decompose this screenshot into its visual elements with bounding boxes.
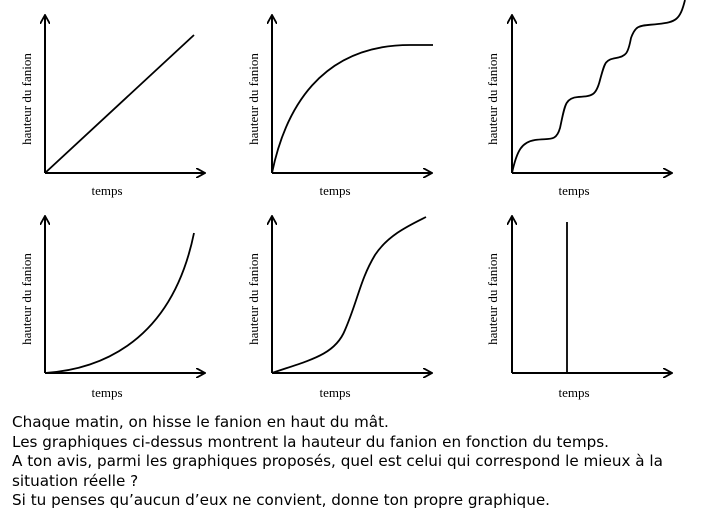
y-axis-label: hauteur du fanion bbox=[485, 53, 500, 145]
graph-saturating bbox=[246, 15, 433, 198]
graph-linear bbox=[19, 15, 205, 198]
curve-accelerating bbox=[45, 233, 194, 373]
line-1: Chaque matin, on hisse le fanion en haut du mât. bbox=[12, 413, 389, 431]
y-axis-label: hauteur du fanion bbox=[246, 253, 261, 345]
graph-accelerating bbox=[19, 216, 205, 400]
line-3: A ton avis, parmi les graphiques proposés, quel est celui qui correspond le mieux à la situation réelle ? bbox=[12, 452, 663, 490]
graph-vertical bbox=[485, 216, 672, 400]
y-axis-label: hauteur du fanion bbox=[19, 253, 34, 345]
curve-s bbox=[272, 217, 426, 373]
curve-saturating bbox=[272, 45, 433, 173]
line-2: Les graphiques ci-dessus montrent la hauteur du fanion en fonction du temps. bbox=[12, 432, 610, 451]
y-axis-label: hauteur du fanion bbox=[246, 53, 261, 145]
graph-s-curve bbox=[246, 216, 432, 400]
question-text bbox=[12, 413, 712, 511]
x-axis-label: temps bbox=[319, 385, 351, 400]
x-axis-label: temps bbox=[319, 183, 351, 198]
x-axis-label: temps bbox=[558, 183, 590, 198]
line-4: Si tu penses qu’aucun d’eux ne convient, donne ton propre graphique. bbox=[12, 491, 550, 509]
y-axis-label: hauteur du fanion bbox=[485, 253, 500, 345]
x-axis-label: temps bbox=[558, 385, 590, 400]
graph-stepwise bbox=[485, 0, 685, 198]
y-axis-label: hauteur du fanion bbox=[19, 53, 34, 145]
curve-stepwise bbox=[512, 0, 685, 173]
x-axis-label: temps bbox=[91, 183, 123, 198]
curve-linear bbox=[45, 35, 194, 173]
x-axis-label: temps bbox=[91, 385, 123, 400]
